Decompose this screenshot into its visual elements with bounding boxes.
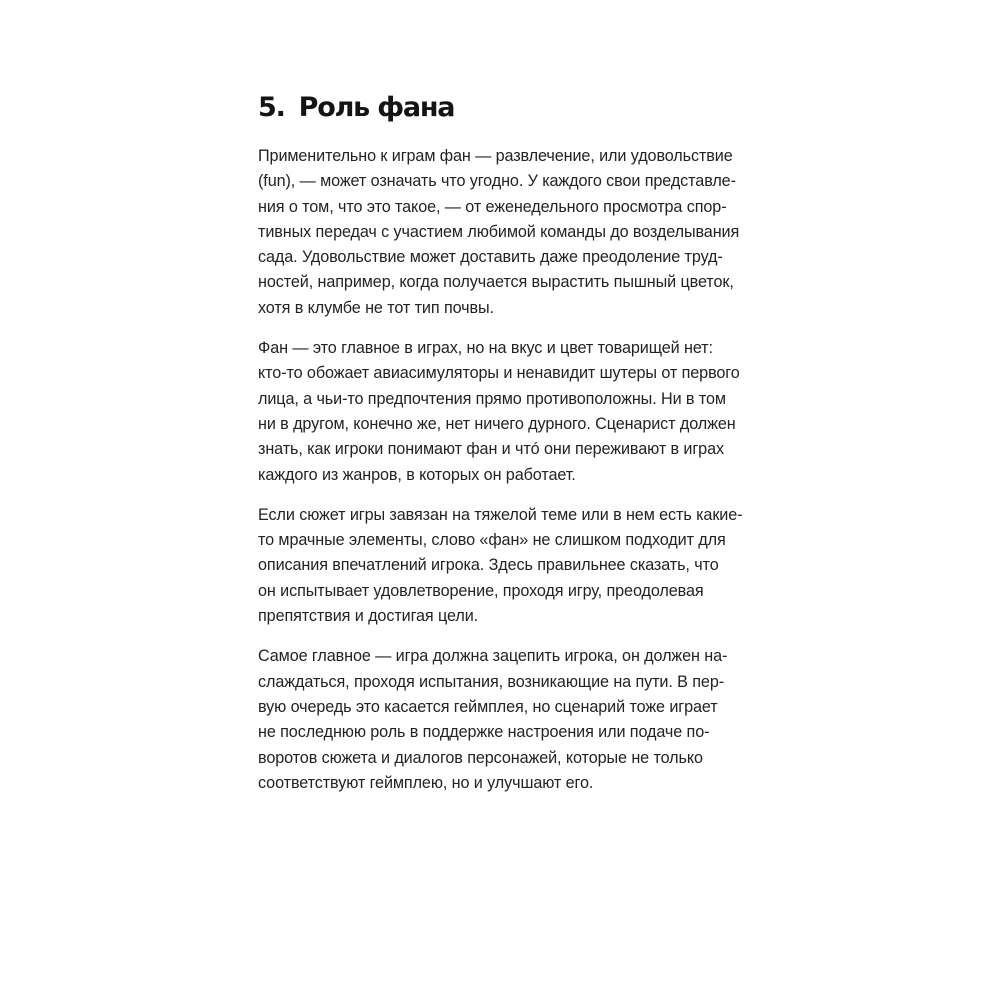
text-line: не последнюю роль в поддержке настроения или подаче по-: [258, 723, 710, 742]
text-line: Если сюжет игры завязан на тяжелой теме или в нем есть какие-: [258, 505, 743, 524]
text-line: лица, а чьи-то предпочтения прямо противоположны. Ни в том: [258, 389, 726, 408]
text-line: то мрачные элементы, слово «фан» не слишком подходит для: [258, 531, 726, 550]
text-line: ни в другом, конечно же, нет ничего дурного. Сценарист должен: [258, 414, 736, 433]
paragraph-2: [258, 336, 748, 488]
text-line: он испытывает удовлетворение, проходя игру, преодолевая: [258, 581, 704, 600]
text-line: Самое главное — игра должна зацепить игрока, он должен на-: [258, 647, 728, 666]
text-line: ния о том, что это такое, — от еженедельного просмотра спор-: [258, 197, 727, 216]
text-line: ностей, например, когда получается вырастить пышный цветок,: [258, 273, 734, 292]
text-line: воротов сюжета и диалогов персонажей, которые не только: [258, 748, 703, 767]
text-line: знать, как игроки понимают фан и чтó они переживают в играх: [258, 440, 724, 459]
text-line: слаждаться, проходя испытания, возникающие на пути. В пер-: [258, 672, 725, 691]
paragraph-4: [258, 644, 748, 796]
text-line: соответствуют геймплею, но и улучшают его.: [258, 773, 594, 792]
text-line: тивных передач с участием любимой команды до возделывания: [258, 222, 740, 241]
text-line: сада. Удовольствие может доставить даже преодоление труд-: [258, 248, 723, 267]
text-line: описания впечатлений игрока. Здесь правильнее сказать, что: [258, 556, 719, 575]
text-line: Применительно к играм фан — развлечение, или удовольствие: [258, 147, 733, 165]
paragraph-1: [258, 144, 748, 321]
text-line: вую очередь это касается геймплея, но сценарий тоже играет: [258, 697, 718, 716]
page-content: [258, 86, 748, 811]
section-heading: [258, 86, 748, 130]
text-line: Фан — это главное в играх, но на вкус и цвет товарищей нет:: [258, 339, 713, 358]
text-line: хотя в клумбе не тот тип почвы.: [258, 298, 494, 317]
section-number: 5.: [258, 92, 285, 123]
text-line: (fun), — может означать что угодно. У каждого свои представле-: [258, 172, 736, 191]
text-line: каждого из жанров, в которых он работает.: [258, 465, 576, 484]
text-line: препятствия и достигая цели.: [258, 607, 479, 626]
text-line: кто-то обожает авиасимуляторы и ненавидит шутеры от первого: [258, 364, 740, 383]
section-title: Роль фана: [298, 92, 455, 123]
paragraph-3: [258, 503, 748, 629]
